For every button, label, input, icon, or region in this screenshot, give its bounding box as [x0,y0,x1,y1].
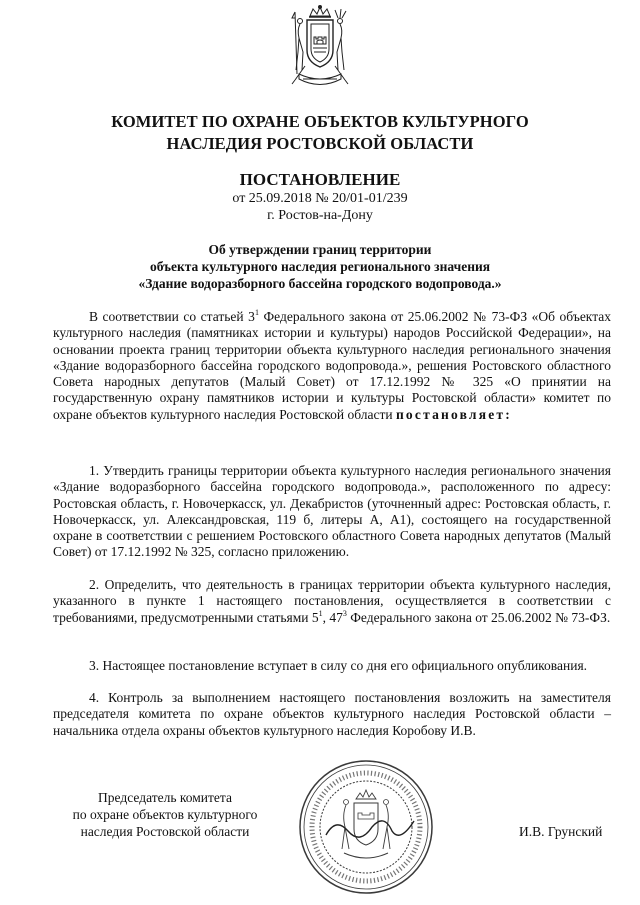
item-2-superscript-1: 1 [318,608,323,618]
decree-word: постановляет: [395,406,512,422]
document-date-number: от 25.09.2018 № 20/01-01/239 [232,191,408,206]
item-2-text-2: , 47 [322,609,343,625]
subject-line-3: «Здание водоразборного бассейна городского водопровода.» [138,276,502,291]
signatory-name: И.В. Грунский [519,824,603,839]
signatory-position-line-3: наследия Ростовской области [80,824,250,839]
signatory-position-line-1: Председатель комитета [98,790,232,805]
signatory-position-line-2: по охране объектов культурного [72,807,258,822]
item-1-paragraph: 1. Утвердить границы территории объекта культурного наследия регионального значения «Здание водоразборного бассейна городского водопровода.», расположенного по адресу: Ростовская область, г. Новочеркасск, ул. Декабристов (уточненный адрес: Ростовская область, г. Новочеркасск, ул. Александровская, 119 б, литеры А, А1), состоящего на государственной охране в соответствии с решением Ростовского областного Совета народных депутатов (Малый Совет) от 17.12.1992 № 325, согласно приложению. [53,463,611,560]
preamble-text-1: В соответствии со статьей 3 [89,309,255,324]
item-2-text-3: Федерального закона от 25.06.2002 № 73-ФЗ. [346,609,611,625]
document-type: ПОСТАНОВЛЕНИЕ [239,170,401,189]
item-2-paragraph [53,577,611,626]
coat-of-arms-icon [291,4,349,92]
signatory-position [40,789,290,840]
item-3-paragraph: 3. Настоящее постановление вступает в силу со дня его официального опубликования. [89,658,588,673]
subject-line-1: Об утверждении границ территории [208,242,432,257]
organization-name [0,111,640,155]
organization-name-line-2: НАСЛЕДИЯ РОСТОВСКОЙ ОБЛАСТИ [166,134,474,153]
subject-line-2: объекта культурного наследия регионального значения [149,259,491,274]
document-meta [0,190,640,224]
official-seal-icon [296,757,436,897]
item-4-paragraph: 4. Контроль за выполнением настоящего постановления возложить на заместителя председателя комитета по охране объектов культурного наследия Ростовской области – начальника отдела охраны объектов культурного наследия Коробову И.В. [53,690,611,738]
preamble-paragraph [53,309,611,423]
organization-name-line-1: КОМИТЕТ ПО ОХРАНЕ ОБЪЕКТОВ КУЛЬТУРНОГО [111,112,529,131]
item-2-text-1: 2. Определить, что деятельность в границах территории объекта культурного наследия, указанного в пункте 1 настоящего постановления, осуществляется в соответствии с требованиями, предусмотренными статьями 5 [53,577,611,625]
document-subject [0,241,640,292]
item-2-superscript-2: 3 [342,608,347,618]
preamble-superscript: 1 [254,308,259,317]
preamble-text-2: Федерального закона от 25.06.2002 № 73-ФЗ «Об объектах культурного наследия (памятниках истории и культуры) народов Российской Федерации», на основании проекта границ территории объекта культурного наследия регионального значения «Здание водоразборного бассейна городского водопровода.», решения Ростовского областного Совета народных депутатов (Малый Совет) от 17.12.1992 № 325 «О принятии на государственную охрану памятников истории и культуры Ростовской области» комитет по охране объектов культурного наследия Ростовской области [53,309,611,422]
document-place: г. Ростов-на-Дону [267,208,373,223]
